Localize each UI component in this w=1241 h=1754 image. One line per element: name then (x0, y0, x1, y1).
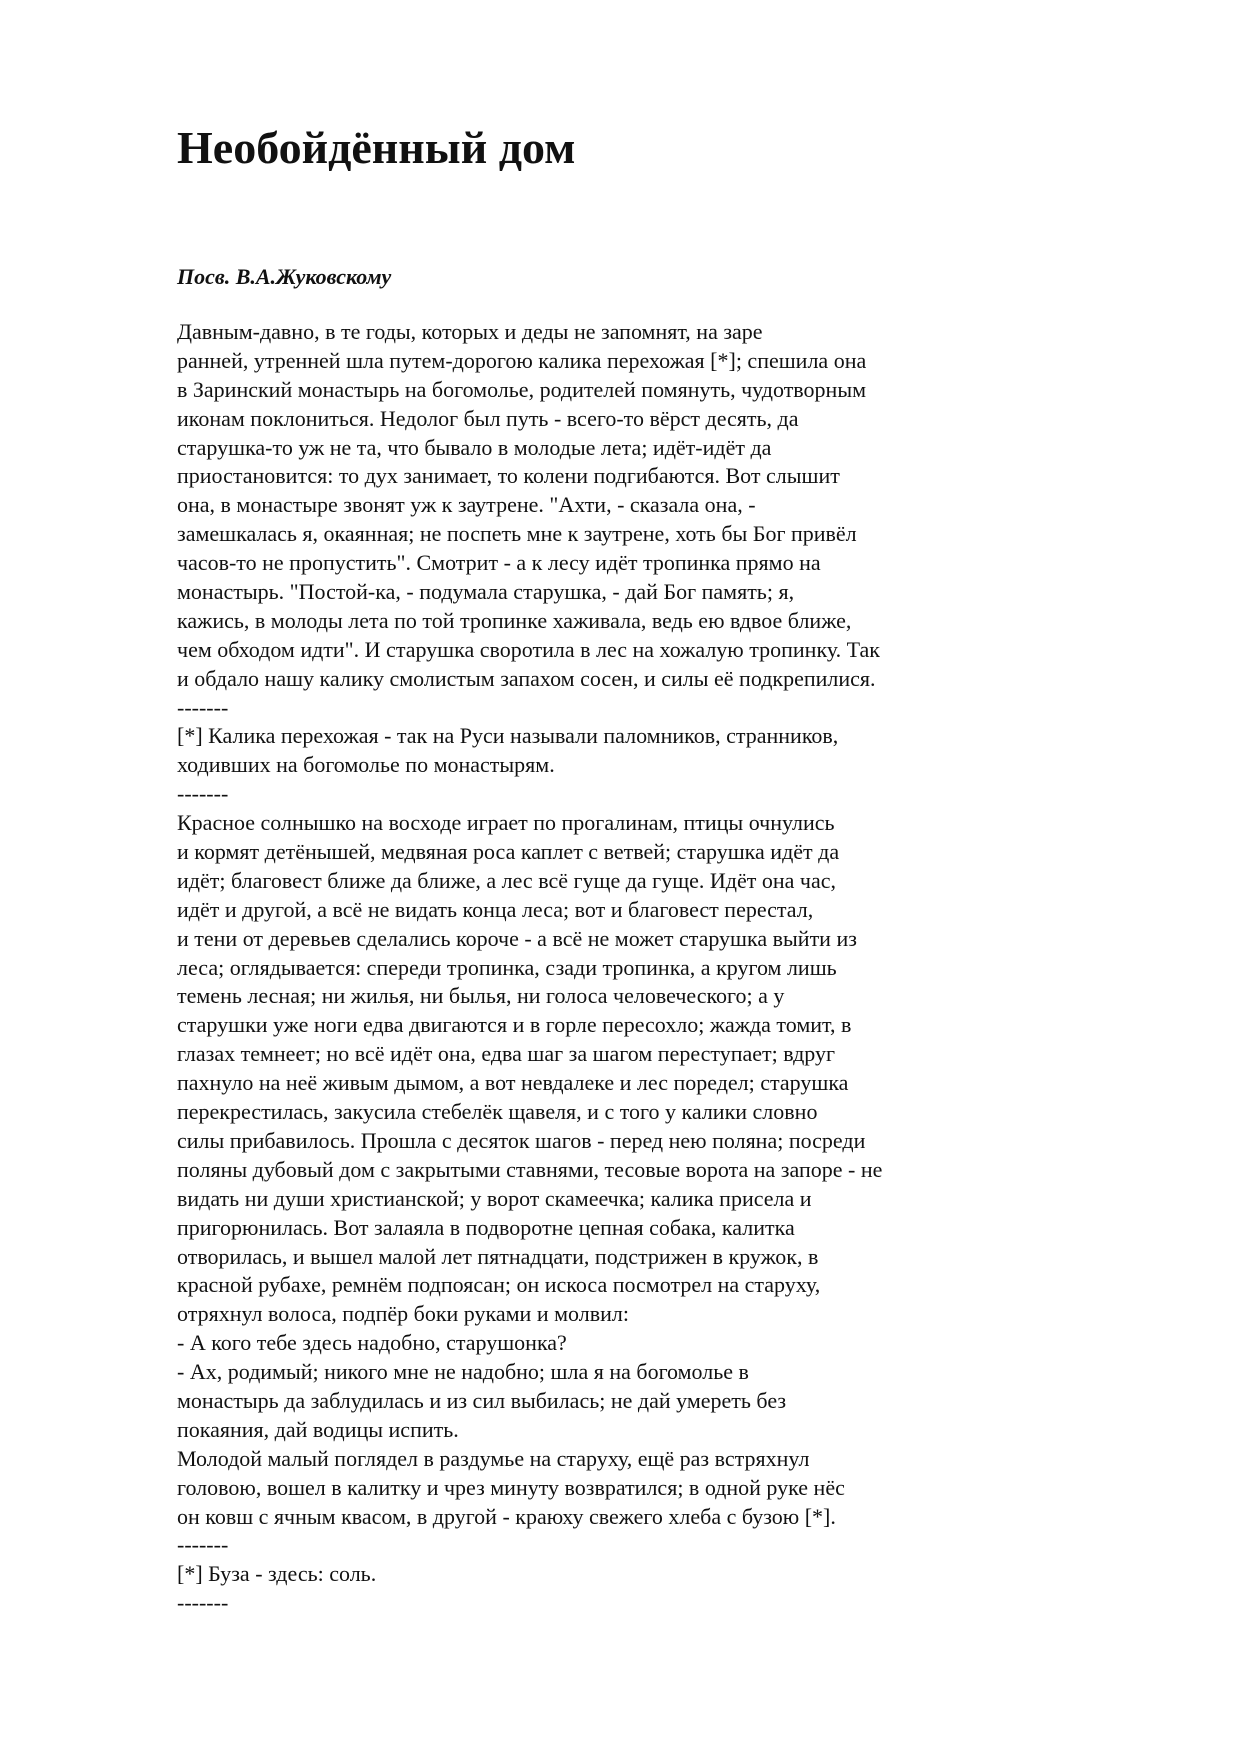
separator-line: ------- (177, 1532, 229, 1558)
text-line: монастырь. "Постой-ка, - подумала старушка, - дай Бог память; я, (177, 579, 795, 605)
text-line: пригорюнилась. Вот залаяла в подворотне цепная собака, калитка (177, 1214, 795, 1240)
footnote-line: [*] Калика перехожая - так на Руси называли паломников, странников, (177, 723, 839, 749)
separator-line: ------- (177, 694, 229, 720)
text-line: приостановится: то дух занимает, то колени подгибаются. Вот слышит (177, 463, 840, 489)
text-line: чем обходом идти". И старушка своротила в лес на хожалую тропинку. Так (177, 636, 880, 662)
text-line: идёт и другой, а всё не видать конца леса; вот и благовест перестал, (177, 896, 814, 922)
text-line: видать ни души христианской; у ворот скамеечка; калика присела и (177, 1185, 812, 1211)
text-line: и кормят детёнышей, медвяная роса каплет с ветвей; старушка идёт да (177, 839, 840, 865)
text-line: леса; оглядывается: спереди тропинка, сзади тропинка, а кругом лишь (177, 954, 837, 980)
text-line: старушка-то уж не та, что бывало в молодые лета; идёт-идёт да (177, 434, 772, 460)
text-line: иконам поклониться. Недолог был путь - всего-то вёрст десять, да (177, 405, 799, 431)
text-line: ранней, утренней шла путем-дорогою калика перехожая [*]; спешила она (177, 347, 867, 373)
text-line: в Заринский монастырь на богомолье, родителей помянуть, чудотворным (177, 376, 867, 402)
text-line: монастырь да заблудилась и из сил выбилась; не дай умереть без (177, 1387, 787, 1413)
footnote-line: [*] Буза - здесь: соль. (177, 1561, 377, 1587)
text-line: она, в монастыре звонят уж к заутрене. "Ахти, - сказала она, - (177, 492, 756, 518)
text-line: перекрестилась, закусила стебелёк щавеля, и с того у калики словно (177, 1099, 818, 1125)
text-line: - А кого тебе здесь надобно, старушонка? (177, 1330, 567, 1356)
text-line: Молодой малый поглядел в раздумье на старуху, ещё раз встряхнул (177, 1445, 810, 1471)
text-line: старушки уже ноги едва двигаются и в горле пересохло; жажда томит, в (177, 1012, 852, 1038)
text-line: пахнуло на неё живым дымом, а вот невдалеке и лес поредел; старушка (177, 1070, 849, 1096)
text-line: отряхнул волоса, подпёр боки руками и молвил: (177, 1301, 629, 1327)
text-line: Давным-давно, в те годы, которых и деды не запомнят, на заре (177, 319, 763, 344)
text-line: - Ах, родимый; никого мне не надобно; шла я на богомолье в (177, 1359, 749, 1385)
text-line: отворилась, и вышел малой лет пятнадцати, подстрижен в кружок, в (177, 1243, 819, 1269)
text-line: головою, вошел в калитку и чрез минуту возвратился; в одной руке нёс (177, 1474, 845, 1500)
body-text (177, 318, 882, 1618)
text-line: идёт; благовест ближе да ближе, а лес всё гуще да гуще. Идёт она час, (177, 867, 836, 893)
text-line: покаяния, дай водицы испить. (177, 1416, 459, 1442)
text-line: глазах темнеет; но всё идёт она, едва шаг за шагом переступает; вдруг (177, 1041, 836, 1067)
text-line: Красное солнышко на восходе играет по прогалинам, птицы очнулись (177, 810, 835, 836)
text-line: и тени от деревьев сделались короче - а всё не может старушка выйти из (177, 925, 857, 951)
separator-line: ------- (177, 781, 229, 807)
text-line: силы прибавилось. Прошла с десяток шагов - перед нею поляна; посреди (177, 1127, 866, 1153)
text-line: поляны дубовый дом с закрытыми ставнями, тесовые ворота на запоре - не (177, 1156, 883, 1182)
page-title: Необойдённый дом (177, 122, 576, 173)
text-line: и обдало нашу калику смолистым запахом сосен, и силы её подкрепилися. (177, 665, 876, 691)
text-line: часов-то не пропустить". Смотрит - а к лесу идёт тропинка прямо на (177, 550, 821, 576)
separator-line: ------- (177, 1590, 229, 1616)
text-line: темень лесная; ни жилья, ни былья, ни голоса человеческого; а у (177, 983, 785, 1009)
text-line: замешкалась я, окаянная; не поспеть мне к заутрене, хоть бы Бог привёл (177, 521, 857, 547)
text-line: ходивших на богомолье по монастырям. (177, 752, 555, 778)
dedication: Посв. В.А.Жуковскому (177, 264, 392, 289)
text-line: кажись, в молоды лета по той тропинке хаживала, ведь ею вдвое ближе, (177, 607, 852, 633)
text-line: красной рубахе, ремнём подпоясан; он искоса посмотрел на старуху, (177, 1272, 821, 1298)
text-line: он ковш с ячным квасом, в другой - краюху свежего хлеба с бузою [*]. (177, 1503, 836, 1529)
